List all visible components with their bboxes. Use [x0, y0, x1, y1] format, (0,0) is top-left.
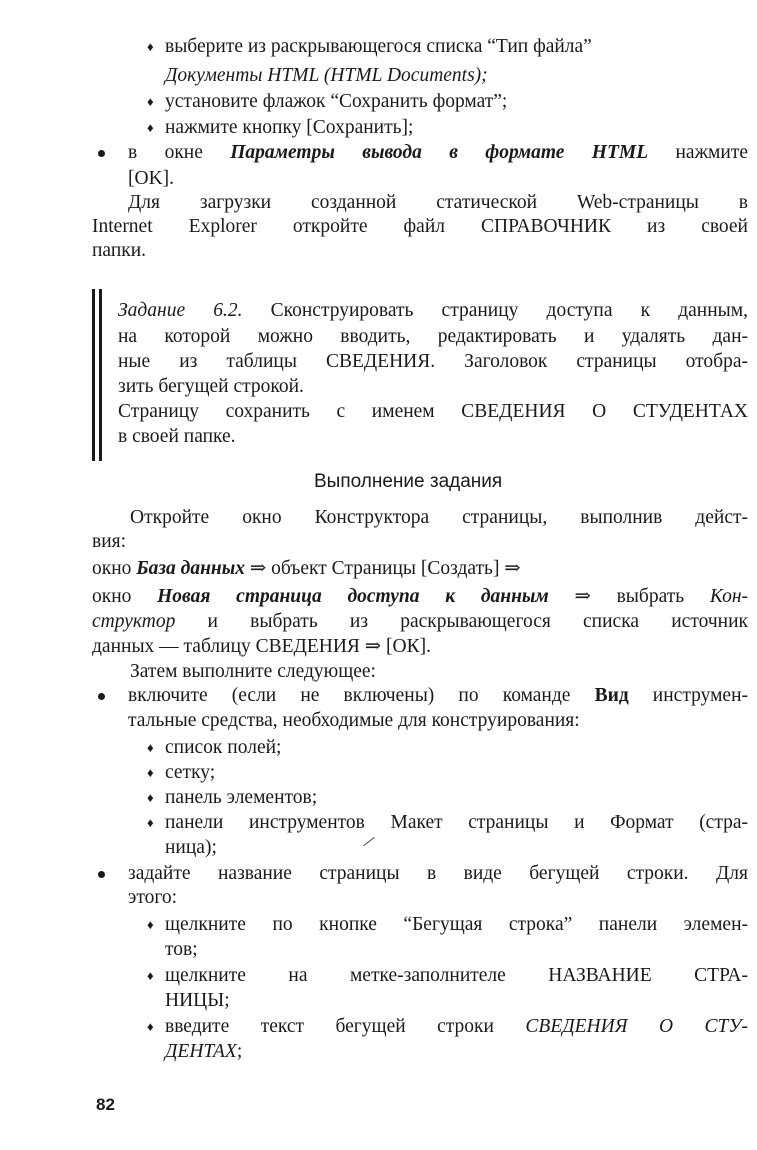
task-title-line: Задание 6.2. Сконструировать страницу доступа к данным, — [118, 300, 748, 321]
text-line: ные из таблицы СВЕДЕНИЯ. Заголовок страницы отобра- — [118, 351, 748, 372]
text-line: этого: — [128, 887, 178, 908]
text-line: [OK]. — [128, 168, 175, 189]
diamond-bullet-icon: ♦ — [147, 94, 154, 109]
text-line: Затем выполните следующее: — [130, 661, 376, 682]
text-line: Страницу сохранить с именем СВЕДЕНИЯ О СТУДЕНТАХ — [118, 401, 748, 422]
text-line: тальные средства, необходимые для конструирования: — [128, 710, 580, 731]
page-number: 82 — [96, 1095, 115, 1114]
diamond-bullet-icon: ♦ — [147, 815, 154, 830]
text-line: щелкните по кнопке “Бегущая строка” панели элемен- — [165, 914, 748, 935]
text-line: включите (если не включены) по команде Вид инструмен- — [128, 685, 749, 706]
text-line: окно Новая страница доступа к данным ⇒ выбрать Кон- — [92, 586, 748, 607]
text-line: тов; — [165, 939, 198, 960]
diamond-bullet-icon: ♦ — [147, 765, 154, 780]
text-line: задайте название страницы в виде бегущей строки. Для — [128, 863, 748, 884]
text-line: щелкните на метке-заполнителе НАЗВАНИЕ СТРА- — [165, 965, 748, 986]
bullet-dot-icon — [98, 150, 105, 157]
text-line: на которой можно вводить, редактировать и удалять дан- — [118, 326, 748, 347]
text-line: список полей; — [165, 737, 282, 758]
bullet-dot-icon — [98, 871, 105, 878]
text-line: в окне Параметры вывода в формате HTML нажмите — [128, 142, 748, 163]
text-line: ДЕНТАХ; — [165, 1041, 243, 1062]
text-line: НИЦЫ; — [165, 990, 230, 1011]
pencil-mark — [363, 837, 375, 846]
diamond-bullet-icon: ♦ — [147, 917, 154, 932]
task-margin-bar — [99, 289, 102, 461]
section-heading: Выполнение задания — [314, 471, 503, 492]
bullet-dot-icon — [98, 693, 105, 700]
diamond-bullet-icon: ♦ — [147, 968, 154, 983]
text-line: Internet Explorer откройте файл СПРАВОЧНИК из своей — [92, 216, 748, 237]
text-line: выберите из раскрывающегося списка “Тип файла” — [165, 36, 592, 57]
diamond-bullet-icon: ♦ — [147, 120, 154, 135]
text-line: Откройте окно Конструктора страницы, выполнив дейст- — [130, 507, 748, 528]
diamond-bullet-icon: ♦ — [147, 1019, 154, 1034]
text-line: панель элементов; — [165, 787, 318, 808]
text-line: нажмите кнопку [Сохранить]; — [165, 117, 414, 138]
task-margin-bar — [92, 289, 95, 461]
text-line: ница); — [165, 837, 217, 858]
text-line: введите текст бегущей строки СВЕДЕНИЯ О СТУ- — [165, 1016, 748, 1037]
diamond-bullet-icon: ♦ — [147, 39, 154, 54]
diamond-bullet-icon: ♦ — [147, 790, 154, 805]
text-line: Для загрузки созданной статической Web-страницы в — [128, 192, 748, 213]
diamond-bullet-icon: ♦ — [147, 740, 154, 755]
text-line: панели инструментов Макет страницы и Формат (стра- — [165, 812, 748, 833]
text-line: сетку; — [165, 762, 216, 783]
text-line: окно База данных ⇒ объект Страницы [Создать] ⇒ — [92, 558, 521, 579]
text-line: зить бегущей строкой. — [118, 376, 304, 397]
text-line: установите флажок “Сохранить формат”; — [165, 91, 508, 112]
text-line: папки. — [92, 240, 147, 261]
text-line: данных — таблицу СВЕДЕНИЯ ⇒ [ОК]. — [92, 636, 431, 657]
text-line: структор и выбрать из раскрывающегося списка источник — [92, 611, 748, 632]
text-line: вия: — [92, 531, 127, 552]
text-line: Документы HTML (HTML Documents); — [165, 65, 488, 86]
text-line: в своей папке. — [118, 426, 236, 447]
